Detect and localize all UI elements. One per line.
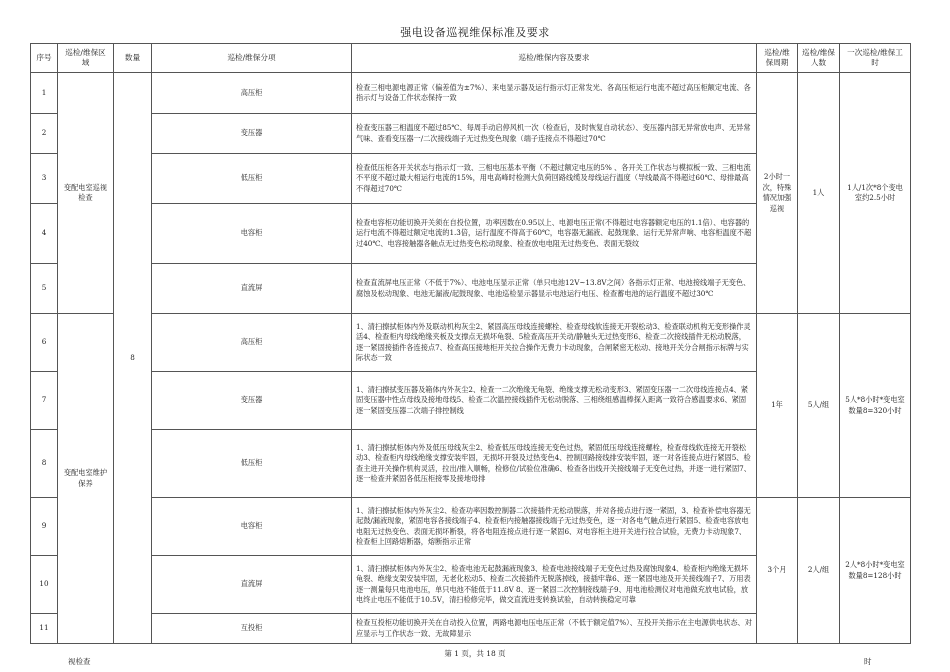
row-no: 2 [31, 114, 58, 154]
row-content: 1、清扫擦拭柜体内外及低压母线灰尘2、检查低压母线连接无变色过热，紧固低压母线连接螺栓，检查母线软连接无开裂松动3、检查柜内母线绝缘支撑安装牢固，无损坏开裂及过热变色4、控制回路接线排安装牢固，逐一对各连接点进行紧固5、检查主进开关操作机构灵活，拉出/推入顺畅，检修位/试验位准确6、检查各出线开关接线端子无变色过热，并逐一进行紧固7、逐一检查并紧固各低压柜接零及接地母排 [352, 430, 757, 498]
row-content: 检查三相电源电源正常（偏差值为±7%）、来电显示器及运行指示灯正常发光、各高压柜运行电流不超过高压柜额定电流、各指示灯与设备工作状态保持一致 [352, 73, 757, 114]
header-no: 序号 [31, 44, 58, 73]
page-title: 强电设备巡视维保标准及要求 [400, 26, 550, 39]
row-content: 1、清扫擦拭变压器及箱体内外灰尘2、检查一二次绝缘无龟裂、绝缘支撑无松动变形3、紧固变压器一二次母线连接点4、紧固变压器中性点母线及接地母线5、检查二次温控接线插件无松动脱落、三相绕组感温棒探入距离一致符合感温要求6、紧固逐一紧固变压器二次端子排控制线 [352, 372, 757, 430]
row-no: 6 [31, 314, 58, 372]
staff-inspection: 1人 [798, 73, 840, 314]
cycle-maintenance-b: 3个月 [757, 498, 798, 644]
row-content: 检查电容柜功能切换开关须在自投位置，功率因数在0.95以上、电源电压正常(不得超过电容器额定电压的1.1倍）、电容器的运行电流不得超过额定电流的1.3倍，运行温度不得高于60℃，电容器无漏液、起鼓现象、运行无异常声响、电容柜温度不超过40℃、电容接触器各触点无过热变色松动现象、检查放电电阻无过热变色、表面无裂纹 [352, 204, 757, 264]
row-no: 3 [31, 154, 58, 204]
table-row [31, 73, 911, 114]
row-item: 电容柜 [152, 498, 352, 556]
footer-right-fragment: 时 [864, 657, 872, 666]
row-item: 高压柜 [152, 314, 352, 372]
header-staff: 巡检/维保人数 [798, 44, 840, 73]
row-item: 变压器 [152, 114, 352, 154]
row-content: 检查直流屏电压正常（不低于7%）、电池电压显示正常（单只电池12V~13.8V之间）各指示灯正常、电池接线端子无变色、腐蚀及松动现象、电池无漏液/起鼓现象、电池巡检显示器显示电池运行电压、检查蓄电池的运行温度不超过30℃ [352, 264, 757, 314]
row-item: 直流屏 [152, 264, 352, 314]
footer-left-fragment: 视检查 [68, 657, 91, 666]
row-item: 高压柜 [152, 73, 352, 114]
row-no: 8 [31, 430, 58, 498]
row-no: 10 [31, 556, 58, 614]
row-content: 1、清扫擦拭柜体内外及联动机构灰尘2、紧固高压母线连接螺栓、检查母线软连接无开裂松动3、检查联动机构无变形操作灵活4、检查柜内母线绝缘夹板及支撑点无损坏龟裂、5检查高压开关动/静触头无过热变形6、检查二次接线插件无松动脱落，逐一紧固接插件各连接点7、检查高压接地柜开关拉合操作无费力卡动现象，合闸紧密无松动、接地开关分合闸指示标牌与实际状态一致 [352, 314, 757, 372]
header-qty: 数量 [114, 44, 152, 73]
row-no: 1 [31, 73, 58, 114]
cycle-inspection: 2小时一次，特殊情况加强巡视 [757, 73, 798, 314]
header-area: 巡检/维保区域 [58, 44, 114, 73]
row-content: 检查变压器三相温度不超过85℃、每周手动启停风机一次（检查后，及时恢复自动状态）、变压器内部无异常放电声、无异常气味、查看变压器一/二次接线端子无过热变色现象（端子连接点不得超过70℃ [352, 114, 757, 154]
hours-maintenance-a: 5人*8小时*变电室数量8=320小时 [840, 314, 911, 498]
staff-maintenance-b: 2人/组 [798, 498, 840, 644]
row-no: 9 [31, 498, 58, 556]
row-item: 互投柜 [152, 614, 352, 644]
hours-maintenance-b: 2人*8小时*变电室数量8=128小时 [840, 498, 911, 644]
header-content: 巡检/维保内容及要求 [352, 44, 757, 73]
table-row [31, 498, 911, 556]
area-maintenance: 变配电室维护保养 [58, 314, 114, 644]
row-no: 7 [31, 372, 58, 430]
row-item: 低压柜 [152, 154, 352, 204]
row-item: 变压器 [152, 372, 352, 430]
row-content: 检查互投柜功能切换开关在自动投入位置，两路电源电压电压正常（不低于额定值7%）、互投开关指示在主电源供电状态、对应显示与工作状态一致、无故障显示 [352, 614, 757, 644]
row-item: 直流屏 [152, 556, 352, 614]
header-cycle: 巡检/维保周期 [757, 44, 798, 73]
row-content: 1、清扫擦拭柜体内外灰尘2、检查功率因数控制器二次接插件无松动脱落，并对各接点进行逐一紧固，3、检查补偿电容器无起鼓/漏液现象，紧固电容各接线端子4、检查柜内接触器接线端子无过热变色，逐一对各电气触点进行紧固5、检查电容放电电阻无过热变色、表面无损坏断裂，将各电阻连接点进行逐一紧固6、对电容柜主进开关进行拉合试验，无费力卡动现象7、检查柜上回路熔断器，熔断指示正常 [352, 498, 757, 556]
row-content: 检查低压柜各开关状态与指示灯一致、三相电压基本平衡（不超过额定电压的5% 、各开关工作状态与模拟板一致、三相电流不平度不超过最大相运行电流的15%，用电高峰时检测大负荷回路线缆及母线运行温度（导线最高不得超过60℃、母排最高不得超过70℃ [352, 154, 757, 204]
table-row [31, 314, 911, 372]
header-item: 巡检/维保分项 [152, 44, 352, 73]
header-row [31, 44, 911, 73]
area-inspection: 变配电室巡视检查 [58, 73, 114, 314]
row-content: 1、清扫擦拭柜体内外灰尘2、检查电池无起鼓漏液现象3、检查电池接线端子无变色过热及腐蚀现象4、检查柜内绝缘无损坏龟裂、绝缘支架安装牢固，无老化松动5、检查二次接插件无脱落掉线，接插牢靠6、逐一紧固电池及开关接线端子7、万用表逐一测量每只电池电压，单只电池不能低于11.8V 8、逐一紧固二次控制接线端子9、用电池检测仪对电池做充放电试验，放电终止电压不能低于10.5V，清扫检修完毕，做交直流进变转换试验，自动转换稳定可靠 [352, 556, 757, 614]
row-item: 电容柜 [152, 204, 352, 264]
row-no: 11 [31, 614, 58, 644]
page-number: 第 1 页，共 18 页 [444, 649, 506, 658]
row-item: 低压柜 [152, 430, 352, 498]
staff-maintenance-a: 5人/组 [798, 314, 840, 498]
cycle-maintenance-a: 1年 [757, 314, 798, 498]
hours-inspection: 1人/1次*8个变电室约2.5小时 [840, 73, 911, 314]
row-no: 5 [31, 264, 58, 314]
row-no: 4 [31, 204, 58, 264]
quantity-cell: 8 [114, 73, 152, 644]
header-hours: 一次巡检/维保工时 [840, 44, 911, 73]
maintenance-table [30, 43, 911, 644]
